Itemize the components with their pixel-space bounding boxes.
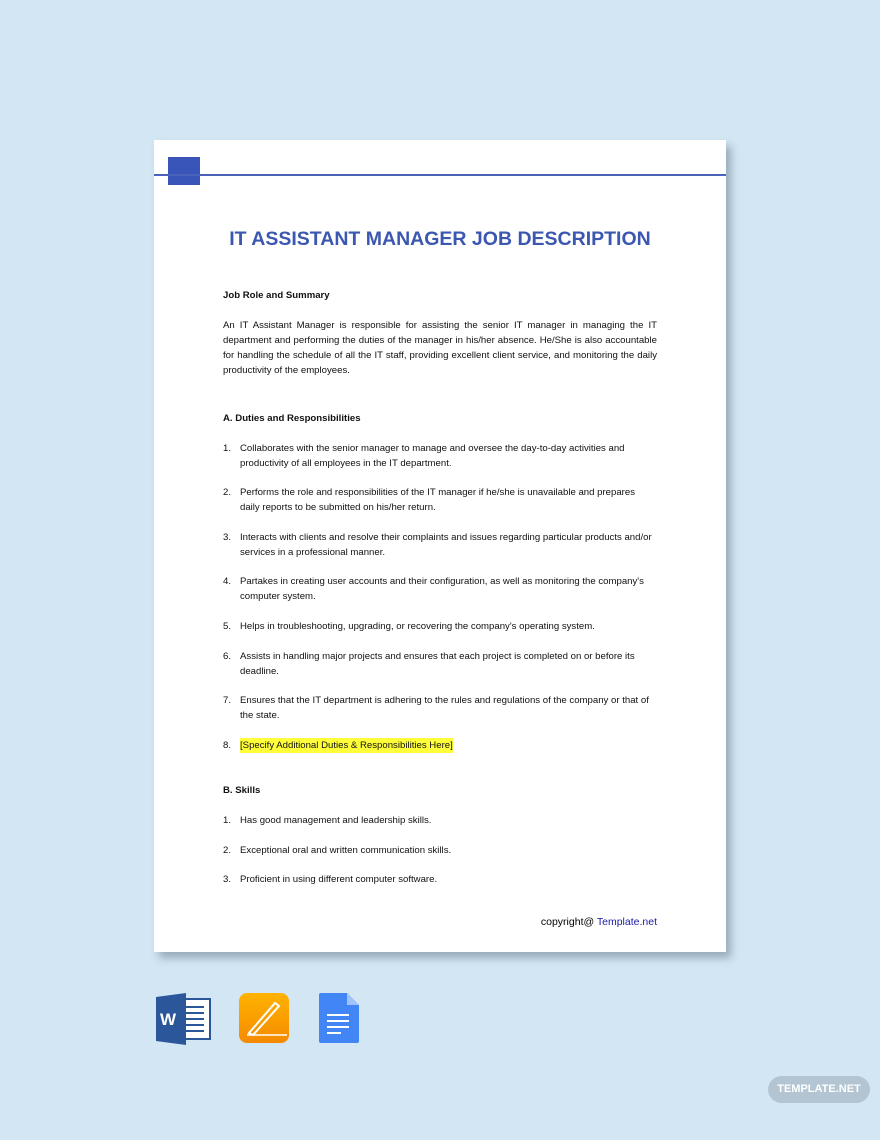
item-text: Performs the role and responsibilities of the IT manager if he/she is unavailable and prepares daily reports to be submitted on his/her return. [240, 487, 635, 513]
skills-heading: B. Skills [223, 785, 261, 796]
header-rule [154, 174, 726, 176]
summary-heading: Job Role and Summary [223, 290, 330, 301]
item-number: 6. [223, 651, 232, 662]
duty-item [223, 693, 657, 723]
header-square [168, 157, 200, 185]
item-number: 3. [223, 874, 232, 885]
duty-item [223, 485, 657, 515]
template-net-badge[interactable]: TEMPLATE.NET [768, 1076, 870, 1103]
duty-item [223, 649, 657, 679]
svg-text:W: W [160, 1010, 177, 1029]
item-number: 1. [223, 443, 232, 454]
google-docs-icon[interactable] [319, 993, 361, 1045]
duty-item [223, 738, 657, 753]
item-number: 3. [223, 532, 232, 543]
item-text: Partakes in creating user accounts and their configuration, as well as monitoring the company's computer system. [240, 576, 644, 602]
duty-item [223, 441, 657, 471]
duty-item [223, 530, 657, 560]
duty-item [223, 574, 657, 604]
item-text: Assists in handling major projects and ensures that each project is completed on or before its deadline. [240, 651, 635, 677]
item-number: 8. [223, 740, 232, 751]
word-icon[interactable] [156, 993, 212, 1045]
item-number: 5. [223, 621, 232, 632]
item-text: Has good management and leadership skills. [240, 815, 432, 826]
skill-item [223, 813, 657, 828]
copyright-prefix: copyright@ [540, 916, 597, 928]
template-link[interactable]: Template.net [596, 916, 657, 928]
document-page [154, 140, 726, 952]
item-number: 1. [223, 815, 232, 826]
copyright [541, 916, 657, 928]
item-number: 2. [223, 487, 232, 498]
summary-text: An IT Assistant Manager is responsible for assisting the senior IT manager in managing the IT department and performing the duties of the manager in his/her absence. He/She is also accountable for handling the schedule of all the IT staff, providing excellent client service, and monitoring the daily productivity of the employees. [223, 320, 657, 376]
format-icons [156, 993, 361, 1045]
item-number: 2. [223, 845, 232, 856]
duty-item [223, 619, 657, 634]
duties-heading: A. Duties and Responsibilities [223, 413, 361, 424]
item-text: Collaborates with the senior manager to manage and oversee the day-to-day activities and productivity of all employees in the IT department. [240, 443, 625, 469]
item-number: 4. [223, 576, 232, 587]
skill-item [223, 872, 657, 887]
item-text: Interacts with clients and resolve their complaints and issues regarding particular products and/or services in a professional manner. [240, 532, 652, 558]
item-text: Proficient in using different computer software. [240, 874, 438, 885]
skill-item [223, 843, 657, 858]
document-title: IT ASSISTANT MANAGER JOB DESCRIPTION [229, 228, 651, 250]
item-text: Exceptional oral and written communication skills. [240, 845, 452, 856]
item-number: 7. [223, 695, 232, 706]
item-text: Ensures that the IT department is adhering to the rules and regulations of the company or that of the state. [240, 695, 649, 721]
placeholder-highlight: [Specify Additional Duties & Responsibilities Here] [240, 740, 453, 751]
item-text: Helps in troubleshooting, upgrading, or recovering the company's operating system. [240, 621, 595, 632]
pages-icon[interactable] [239, 993, 291, 1045]
